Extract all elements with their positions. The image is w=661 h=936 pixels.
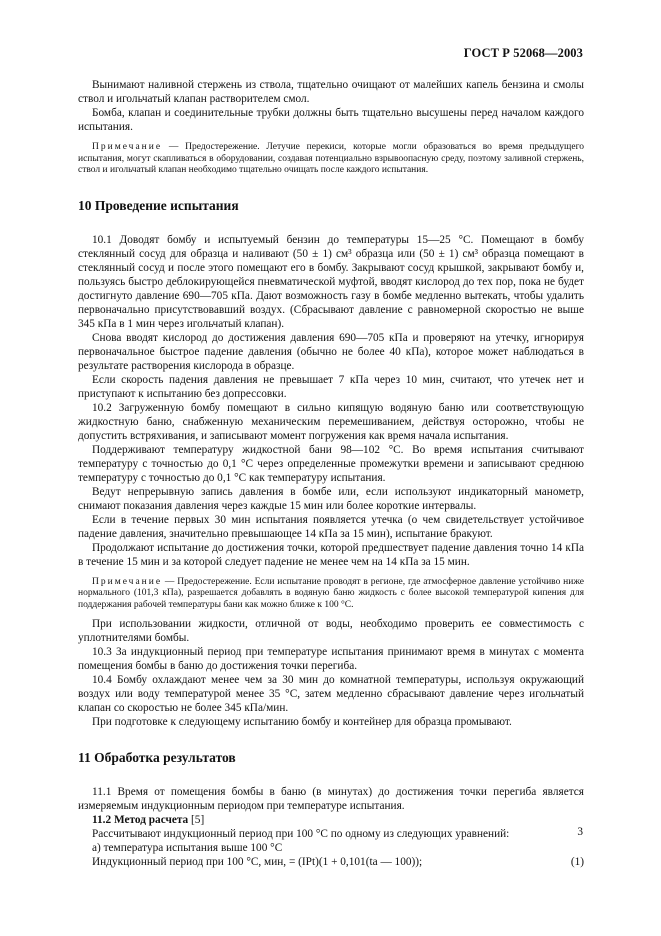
note: [78, 577, 584, 612]
equation: Индукционный период при 100 °С, мин, = (IPt)(1 + 0,101(tа — 100));: [92, 855, 423, 868]
section-heading-11: 11 Обработка результатов: [78, 749, 236, 765]
section-heading-10: 10 Проведение испытания: [78, 197, 239, 213]
reference: [5]: [188, 813, 205, 826]
paragraph: 10.1 Доводят бомбу и испытуемый бензин до температуры 15—25 °С. Помещают в бомбу стеклянный сосуд для образца и наливают (50 ± 1) см³ образца или (50 ± 1) см³ образца помещают в стеклянный сосуд и после этого помещают его в бомбу. Закрывают сосуд крышкой, закрывают бомбу и, пользуясь быстро деблокирующейся пневматической муфтой, вводят кислород до тех пор, пока не будет достигнуто давление 690—705 кПа. Дают возможность газу в бомбе медленно вытекать, чтобы удалить первоначально присутствовавший воздух. (Сбрасывают давление с равномерной скоростью не выше 345 кПа в 1 мин через игольчатый клапан).: [78, 233, 584, 330]
note-text: — Предостережение. Если испытание проводят в регионе, где атмосферное давление устойчиво ниже нормального (101,3 кПа), разрешается добавлять в водяную баню жидкость с более высокой температурой кипения для поддержания рабочей температуры бани как можно ближе к 100 °С.: [78, 576, 584, 610]
paragraph: 10.4 Бомбу охлаждают менее чем за 30 мин до комнатной температуры, используя окружающий воздух или воду температурой менее 35 °С, затем медленно сбрасывают давление через игольчатый клапан со скоростью не более 345 кПа/мин.: [78, 673, 584, 714]
page-number: 3: [577, 826, 583, 838]
paragraph: При использовании жидкости, отличной от воды, необходимо проверить ее совместимость с уплотнителями бомбы.: [78, 617, 584, 644]
paragraph: Ведут непрерывную запись давления в бомбе или, если используют индикаторный манометр, снимают показания давления через каждые 15 мин или более короткие интервалы.: [78, 485, 584, 512]
document-code: ГОСТ Р 52068—2003: [463, 46, 583, 60]
note-text: — Предостережение. Летучие перекиси, которые могли образоваться во время предыдущего испытания, могут скапливаться в оборудовании, создавая потенциально взрывоопасную среду, поэтому заливной стержень, ствол и игольчатый клапан необходимо тщательно очищать после каждого испытания.: [78, 142, 584, 176]
subsection-heading: [78, 813, 584, 827]
subsection-title: 11.2 Метод расчета: [92, 813, 189, 826]
paragraph: Продолжают испытание до достижения точки, которой предшествует падение давления точно 14 кПа в течение 15 мин и за которой следует падение не менее чем на 14 кПа за 15 мин.: [78, 541, 584, 568]
paragraph: Поддерживают температуру жидкостной бани 98—102 °С. Во время испытания считывают температуру с точностью до 0,1 °С через определенные промежутки времени и записывают среднюю температуру с точностью до 0,1 °С как температуру испытания.: [78, 443, 584, 484]
paragraph: При подготовке к следующему испытанию бомбу и контейнер для образца промывают.: [92, 715, 512, 728]
paragraph: 11.1 Время от помещения бомбы в баню (в минутах) до достижения точки перегиба является измеряемым индукционным периодом при температуре испытания.: [78, 785, 584, 812]
paragraph: Рассчитывают индукционный период при 100 °С по одному из следующих уравнений:: [92, 827, 510, 840]
note: [78, 142, 584, 177]
paragraph: Снова вводят кислород до достижения давления 690—705 кПа и проверяют на утечку, игнорируя первоначальное быстрое падение давления (обычно не более 40 кПа), которое может наблюдаться в результате растворения кислорода в образце.: [78, 331, 584, 372]
equation-number: (1): [570, 855, 584, 868]
paragraph: Бомба, клапан и соединительные трубки должны быть тщательно высушены перед началом каждого испытания.: [78, 107, 584, 133]
paragraph: 10.3 За индукционный период при температуре испытания принимают время в минутах с момента помещения бомбы в баню до достижения точки перегиба.: [78, 645, 584, 672]
paragraph: Вынимают наливной стержень из ствола, тщательно очищают от малейших капель бензина и смолы ствол и игольчатый клапан растворителем смол.: [78, 79, 584, 105]
document-body: [78, 78, 584, 869]
equation-line: [78, 855, 584, 869]
note-label: Примечание: [92, 576, 163, 587]
paragraph: а) температура испытания выше 100 °С: [92, 841, 283, 854]
note-label: Примечание: [92, 142, 163, 152]
paragraph: Если скорость падения давления не превышает 7 кПа через 10 мин, считают, что утечек нет и приступают к испытанию без допрессовки.: [78, 373, 584, 400]
paragraph: 10.2 Загруженную бомбу помещают в сильно кипящую водяную баню или соответствующую жидкостную баню, снабженную механическим перемешиванием, действуя осторожно, чтобы не допустить встряхивания, и записывают момент погружения как время начала испытания.: [78, 401, 584, 442]
paragraph: Если в течение первых 30 мин испытания появляется утечка (о чем свидетельствует устойчивое падение давления, значительно превышающее 14 кПа за 15 мин), испытание бракуют.: [78, 513, 584, 540]
